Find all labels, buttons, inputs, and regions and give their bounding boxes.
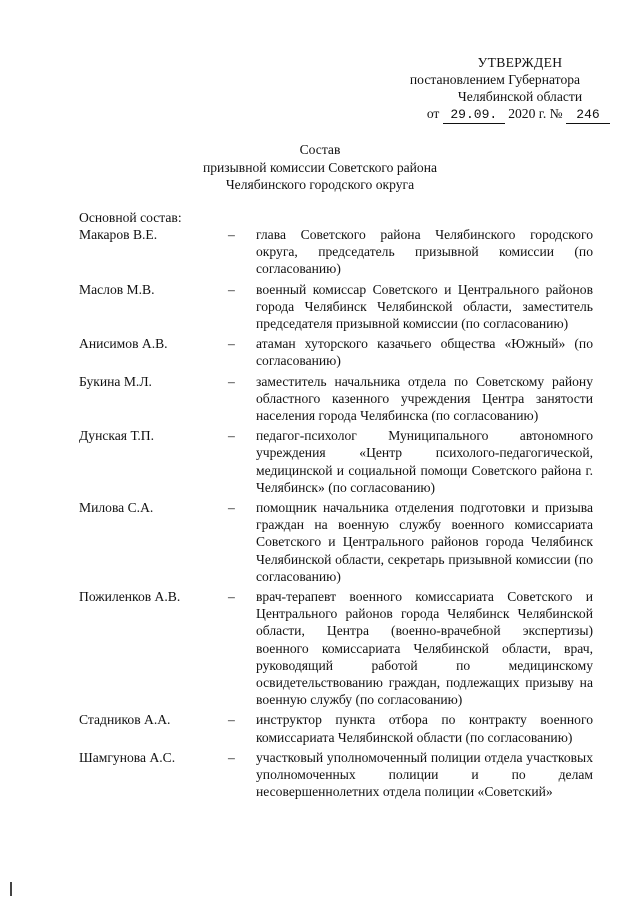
- member-name: Шамгунова А.С.: [79, 749, 176, 765]
- approval-year: 2020 г. №: [508, 106, 563, 121]
- member-position: врач-терапевт военного комиссариата Советского и Центрального районов города Челябинск Челябинской области, Центра (военно-врачебной экспертизы) военного комиссариата Челябинской области, врач, руководящий работой по медицинскому освидетельствованию граждан, подлежащих призыву на военную службу (по согласованию): [256, 589, 593, 708]
- member-dash: –: [228, 589, 235, 605]
- member-name: Милова С.А.: [79, 500, 154, 516]
- member-dash: –: [228, 281, 235, 297]
- member-name: Маслов М.В.: [79, 281, 155, 297]
- member-name: Макаров В.Е.: [79, 227, 158, 242]
- approval-date-prefix: от: [426, 106, 440, 121]
- member-dash: –: [228, 336, 235, 352]
- approval-stamp: [380, 54, 610, 124]
- approval-line-2: Челябинской области: [457, 89, 583, 104]
- approval-line-1: постановлением Губернатора: [409, 72, 581, 87]
- member-name: Букина М.Л.: [79, 373, 152, 389]
- member-position: инструктор пункта отбора по контракту военного комиссариата Челябинской области (по согласованию): [256, 712, 593, 745]
- heading-line-2: призывной комиссии Советского района: [202, 159, 438, 175]
- member-dash: –: [228, 749, 235, 765]
- document-heading: [0, 141, 640, 194]
- member-dash: –: [228, 227, 235, 242]
- member-dash: –: [228, 373, 235, 389]
- members-list: [79, 226, 593, 804]
- approval-number: 246: [566, 106, 610, 124]
- section-label: Основной состав:: [79, 210, 182, 225]
- member-row: [79, 427, 593, 496]
- approval-title: УТВЕРЖДЕН: [477, 55, 563, 70]
- member-name: Дунская Т.П.: [79, 428, 155, 444]
- member-dash: –: [228, 500, 235, 516]
- member-position: педагог-психолог Муниципального автономного учреждения «Центр психолого-педагогической, медицинской и социальной помощи Советского района г. Челябинск» (по согласованию): [256, 428, 593, 495]
- member-row: [79, 281, 593, 333]
- member-row: [79, 499, 593, 585]
- approval-date: 29.09.: [443, 106, 505, 124]
- member-dash: –: [228, 428, 235, 444]
- member-name: Стадников А.А.: [79, 712, 171, 728]
- member-position: военный комиссар Советского и Центрального районов города Челябинск Челябинской области, заместитель председателя призывной комиссии (по согласованию): [256, 281, 593, 332]
- member-row: [79, 335, 593, 369]
- member-row: [79, 373, 593, 425]
- member-position: атаман хуторского казачьего общества «Южный» (по согласованию): [256, 336, 593, 369]
- member-row: [79, 588, 593, 708]
- member-position: помощник начальника отделения подготовки и призыва граждан на военную службу военного комиссариата Советского и Центрального районов города Челябинск Челябинской области, секретарь призывной комиссии (по согласованию): [256, 500, 593, 584]
- member-position: участковый уполномоченный полиции отдела участковых уполномоченных полиции и по делам несовершеннолетних отдела полиции «Советский»: [256, 749, 593, 800]
- member-row: [79, 226, 593, 278]
- member-name: Анисимов А.В.: [79, 336, 168, 352]
- approval-date-line: [380, 105, 610, 124]
- scan-edge-mark: [10, 882, 12, 896]
- member-dash: –: [228, 712, 235, 728]
- heading-line-3: Челябинского городского округа: [225, 177, 415, 192]
- member-position: заместитель начальника отдела по Советскому району областного казенного учреждения Центра занятости населения города Челябинска (по согласованию): [256, 373, 593, 424]
- member-row: [79, 749, 593, 801]
- member-row: [79, 711, 593, 745]
- heading-line-1: Состав: [299, 142, 341, 157]
- member-position: глава Советского района Челябинского городского округа, председатель призывной комиссии (по согласованию): [256, 227, 593, 277]
- member-name: Пожиленков А.В.: [79, 589, 181, 605]
